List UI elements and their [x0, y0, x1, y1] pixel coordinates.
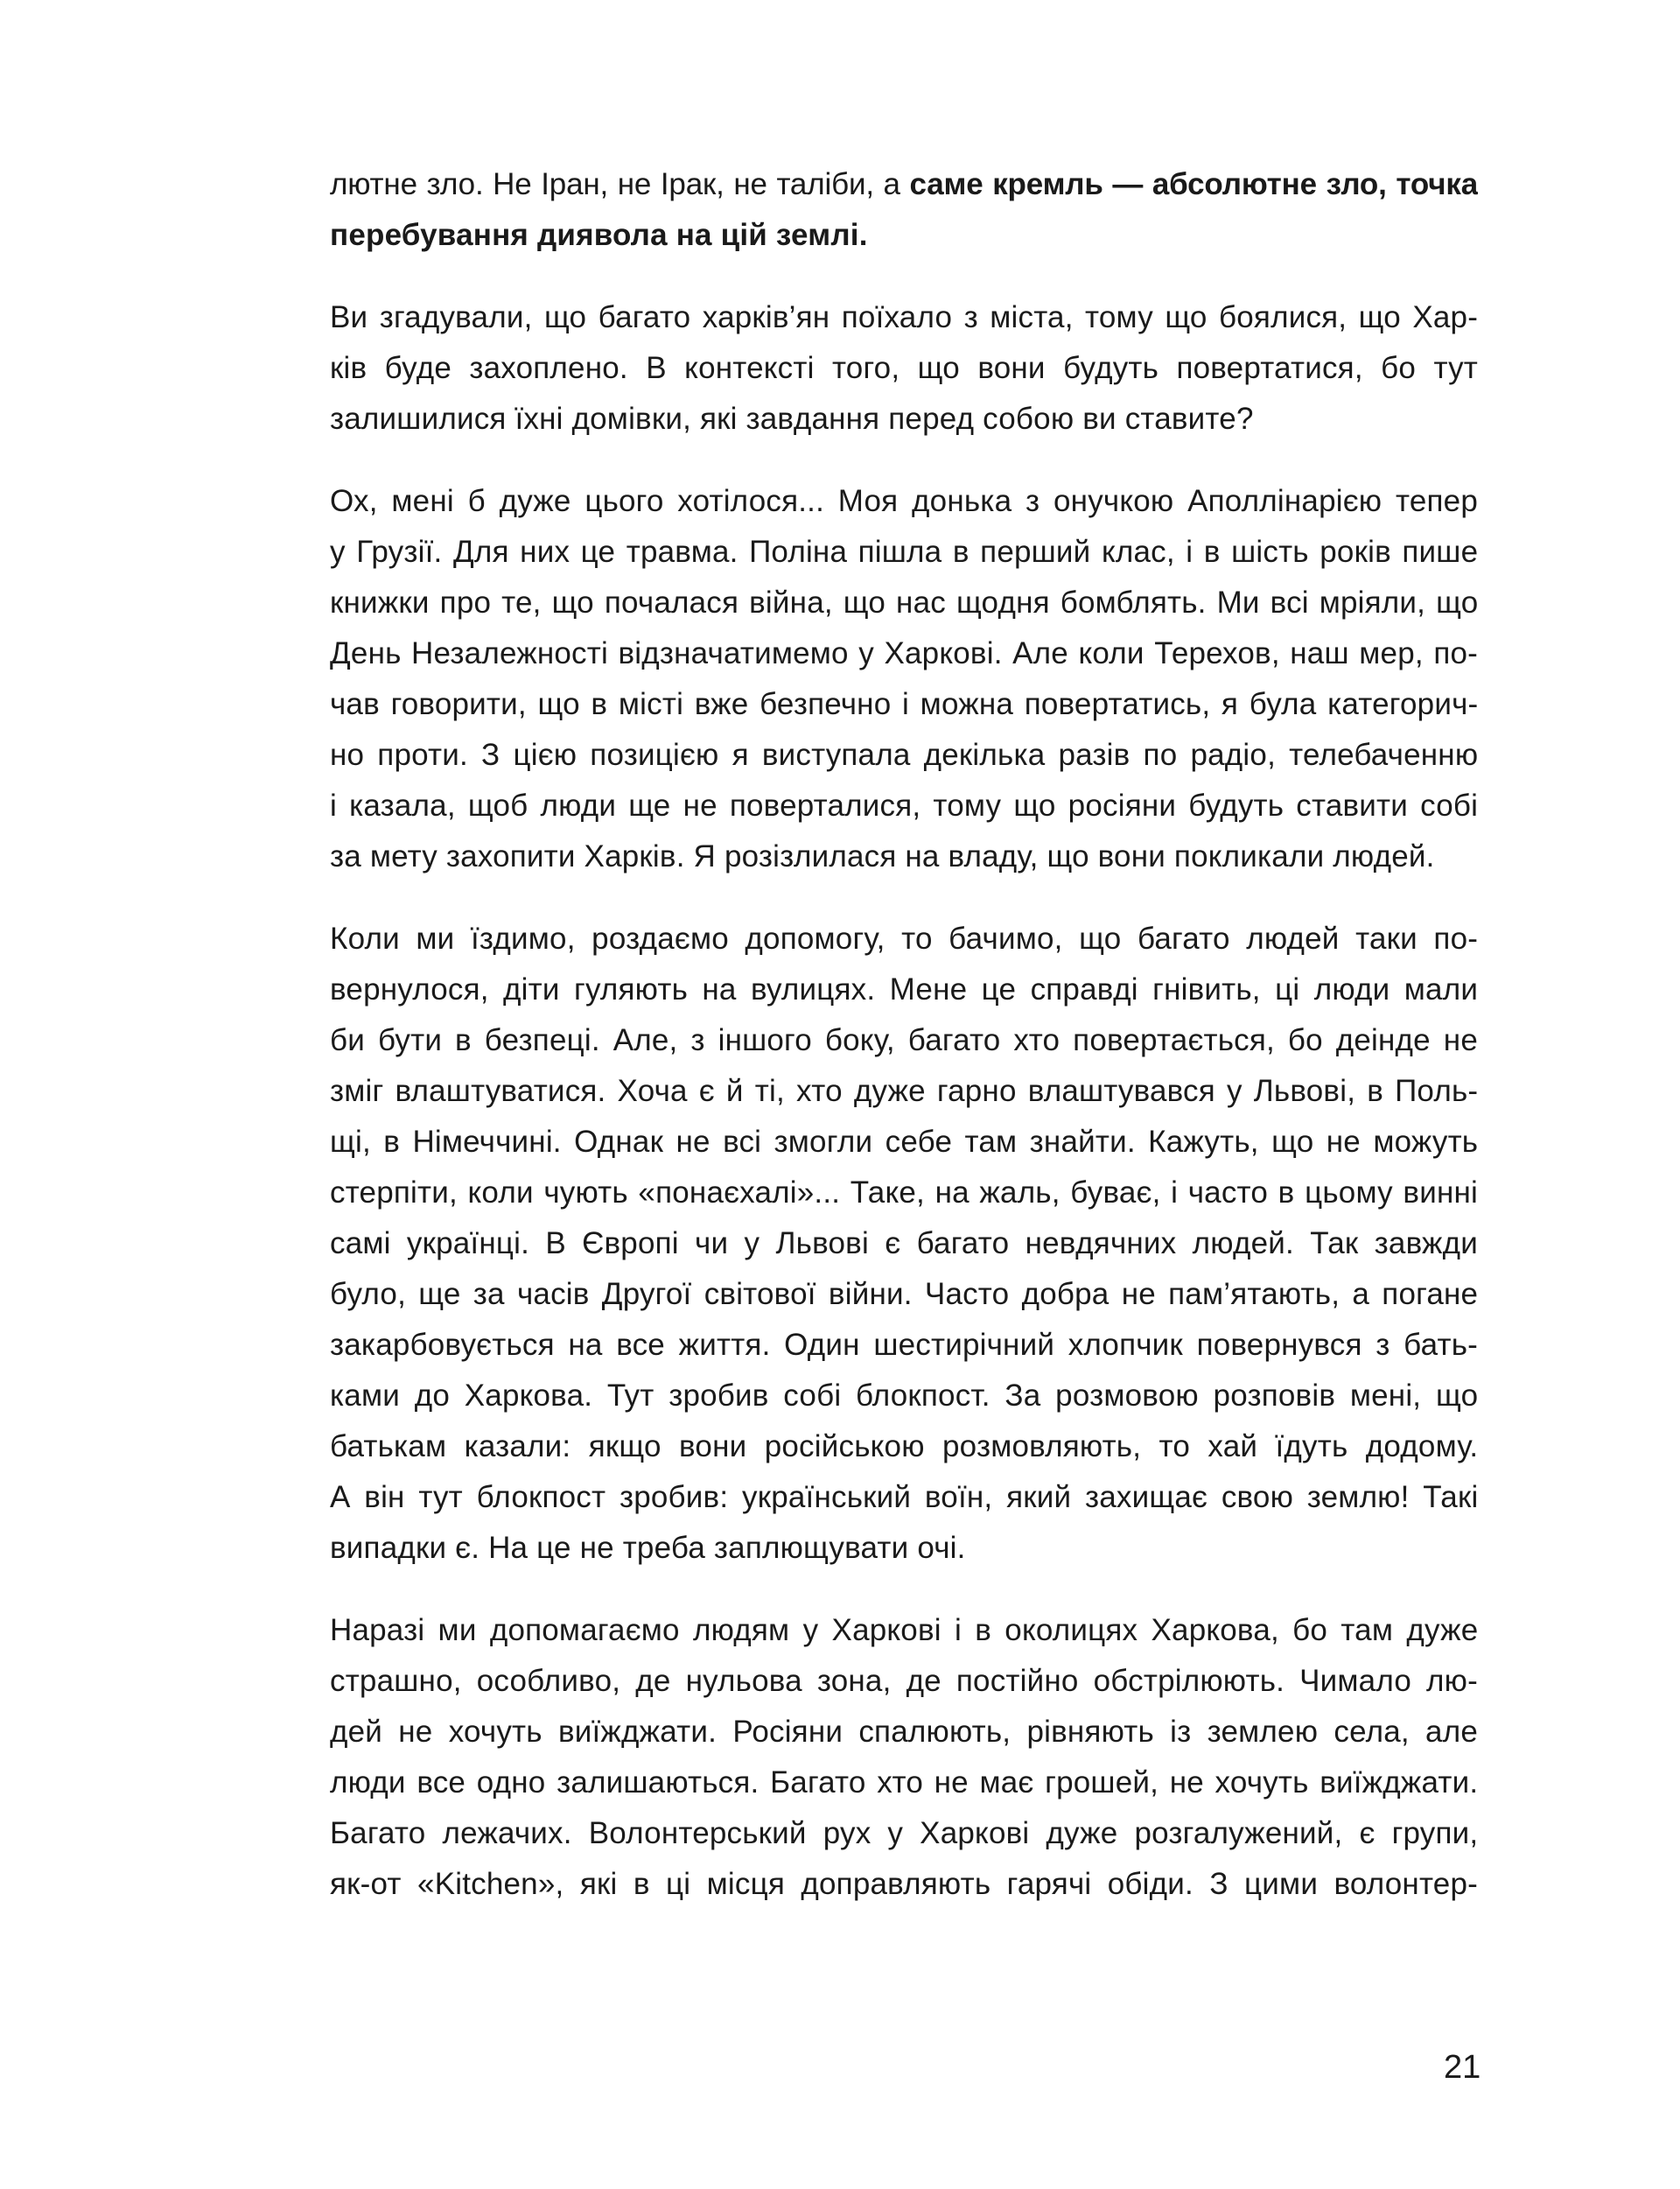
text-segment: самі українці. В Європі чи у Львові є багато невдячних людей. Так завжди: [330, 1226, 1478, 1260]
text-line: [330, 159, 1478, 210]
bold-text: перебування диявола на цій землі.: [330, 218, 868, 252]
text-line: [330, 1859, 1478, 1910]
paragraph: [330, 914, 1478, 1574]
paragraph: [330, 292, 1478, 445]
text-line: [330, 1605, 1478, 1656]
text-segment: чав говорити, що в місті вже безпечно і можна повертатись, я була категорич-: [330, 687, 1478, 721]
text-segment: зміг влаштуватися. Хоча є й ті, хто дуже гарно влаштувався у Львові, в Поль-: [330, 1074, 1478, 1108]
text-segment: закарбовується на все життя. Один шестирічний хлопчик повернувся з бать-: [330, 1328, 1478, 1362]
bold-text: саме кремль — абсолютне зло, точка: [909, 167, 1478, 201]
text-segment: но проти. З цією позицією я виступала декілька разів по радіо, телебаченню: [330, 738, 1478, 772]
text-segment: ків буде захоплено. В контексті того, що вони будуть повертатися, бо тут: [330, 351, 1478, 385]
text-line: [330, 1808, 1478, 1859]
text-line: [330, 210, 1478, 261]
text-segment: як-от «Kitchen», які в ці місця доправляють гарячі обіди. З цими волонтер-: [330, 1867, 1478, 1901]
text-segment: А він тут блокпост зробив: український воїн, який захищає свою землю! Такі: [330, 1480, 1478, 1514]
text-segment: батькам казали: якщо вони російською розмовляють, то хай їдуть додому.: [330, 1429, 1478, 1463]
text-line: [330, 628, 1478, 679]
text-line: [330, 1371, 1478, 1421]
text-line: [330, 1472, 1478, 1523]
text-line: [330, 527, 1478, 578]
text-line: [330, 1320, 1478, 1371]
text-line: [330, 730, 1478, 781]
text-segment: Коли ми їздимо, роздаємо допомогу, то бачимо, що багато людей таки по-: [330, 922, 1478, 956]
text-segment: щі, в Німеччині. Однак не всі змогли себе там знайти. Кажуть, що не можуть: [330, 1125, 1478, 1159]
text-segment: вернулося, діти гуляють на вулицях. Мене це справді гнівить, ці люди мали: [330, 972, 1478, 1007]
text-segment: і казала, щоб люди ще не поверталися, тому що росіяни будуть ставити собі: [330, 789, 1478, 823]
text-segment: лютне зло. Не Іран, не Ірак, не таліби, а: [330, 167, 910, 201]
text-line: [330, 1117, 1478, 1168]
text-segment: Наразі ми допомагаємо людям у Харкові і в околицях Харкова, бо там дуже: [330, 1613, 1478, 1647]
text-line: [330, 781, 1478, 831]
text-segment: Ви згадували, що багато харків’ян поїхало з міста, тому що боялися, що Хар-: [330, 300, 1478, 334]
text-line: [330, 343, 1478, 394]
text-line: [330, 1421, 1478, 1472]
text-line: [330, 1218, 1478, 1269]
paragraph: [330, 159, 1478, 261]
text-segment: за мету захопити Харків. Я розізлилася на владу, що вони покликали людей.: [330, 839, 1435, 873]
text-line: [330, 394, 1478, 445]
text-line: [330, 578, 1478, 628]
text-segment: День Незалежності відзначатимемо у Харкові. Але коли Терехов, наш мер, по-: [330, 636, 1478, 670]
text-segment: Ох, мені б дуже цього хотілося... Моя донька з онучкою Аполлінарією тепер: [330, 484, 1478, 518]
paragraph: [330, 476, 1478, 882]
body-text: [330, 159, 1478, 1941]
text-segment: ками до Харкова. Тут зробив собі блокпост. За розмовою розповів мені, що: [330, 1379, 1478, 1413]
text-segment: залишилися їхні домівки, які завдання перед собою ви ставите?: [330, 402, 1254, 436]
text-segment: було, ще за часів Другої світової війни. Часто добра не пам’ятають, а погане: [330, 1277, 1478, 1311]
text-line: [330, 914, 1478, 965]
text-line: [330, 1168, 1478, 1218]
text-line: [330, 831, 1478, 882]
text-line: [330, 1758, 1478, 1808]
text-line: [330, 1269, 1478, 1320]
text-line: [330, 679, 1478, 730]
text-segment: страшно, особливо, де нульова зона, де постійно обстрілюють. Чимало лю-: [330, 1664, 1478, 1698]
text-segment: книжки про те, що почалася війна, що нас щодня бомблять. Ми всі мріяли, що: [330, 586, 1478, 620]
text-segment: люди все одно залишаються. Багато хто не має грошей, не хочуть виїжджати.: [330, 1765, 1478, 1800]
text-line: [330, 1015, 1478, 1066]
text-segment: у Грузії. Для них це травма. Поліна пішла в перший клас, і в шість років пише: [330, 535, 1478, 569]
text-segment: дей не хочуть виїжджати. Росіяни спалюють, рівняють із землею села, але: [330, 1715, 1478, 1749]
text-line: [330, 965, 1478, 1015]
text-line: [330, 1656, 1478, 1707]
text-line: [330, 476, 1478, 527]
text-line: [330, 1707, 1478, 1758]
text-segment: випадки є. На це не треба заплющувати очі.: [330, 1531, 966, 1565]
text-line: [330, 1523, 1478, 1574]
text-segment: би бути в безпеці. Але, з іншого боку, багато хто повертається, бо деінде не: [330, 1023, 1478, 1057]
text-segment: Багато лежачих. Волонтерський рух у Харкові дуже розгалужений, є групи,: [330, 1816, 1478, 1850]
text-line: [330, 1066, 1478, 1117]
page-number: 21: [1444, 2049, 1481, 2086]
text-segment: стерпіти, коли чують «понаєхалі»... Таке, на жаль, буває, і часто в цьому винні: [330, 1175, 1478, 1210]
text-line: [330, 292, 1478, 343]
paragraph: [330, 1605, 1478, 1910]
